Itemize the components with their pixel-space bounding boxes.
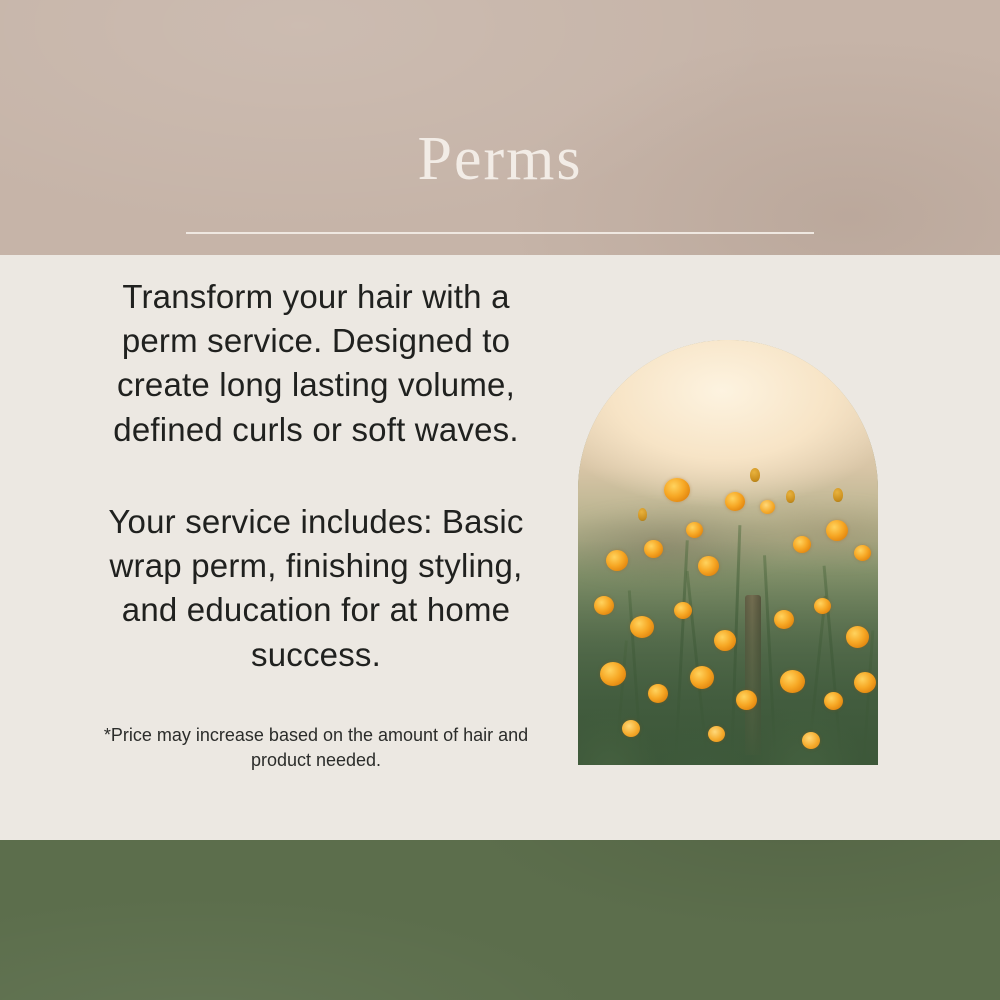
marigold-bud [638,508,647,521]
content-band [0,255,1000,840]
marigold-bloom [760,500,775,514]
marigold-bloom [606,550,628,571]
marigold-bloom [774,610,794,629]
service-includes-paragraph: Your service includes: Basic wrap perm, finishing styling, and education for at home success. [108,502,524,673]
marigold-bloom [690,666,714,689]
marigold-bloom [854,672,876,693]
marigold-bloom [664,478,690,502]
marigold-bloom [714,630,736,651]
footer-band [0,840,1000,1000]
marigold-bloom [854,545,871,561]
marigold-bloom [622,720,640,737]
marigold-bloom [630,616,654,638]
description-paragraph: Transform your hair with a perm service. Designed to create long lasting volume, defined curls or soft waves. [113,278,519,448]
marigold-bloom [814,598,831,614]
marigold-bloom [824,692,843,710]
header-band [0,0,1000,255]
marigold-bloom [648,684,668,703]
marigold-bloom [708,726,725,742]
marigold-bloom [802,732,820,749]
marigold-bud [833,488,843,502]
marigold-bloom [780,670,805,693]
title-divider [186,232,814,234]
marigold-bloom [644,540,663,558]
marigold-bloom [686,522,703,538]
marigold-bloom [826,520,848,541]
marigold-bloom [594,596,614,615]
marigold-bloom [600,662,626,686]
marigold-bloom [793,536,811,553]
marigold-bloom [698,556,719,576]
price-note: *Price may increase based on the amount of hair and product needed. [103,724,529,771]
arch-photo [578,340,878,765]
marigold-bloom [736,690,757,710]
text-column [96,275,536,792]
marigold-bud [786,490,795,503]
page-title: Perms [417,125,583,193]
marigold-bloom [674,602,692,619]
marigold-bloom [846,626,869,648]
marigold-bloom [725,492,745,511]
marigold-bud [750,468,760,482]
